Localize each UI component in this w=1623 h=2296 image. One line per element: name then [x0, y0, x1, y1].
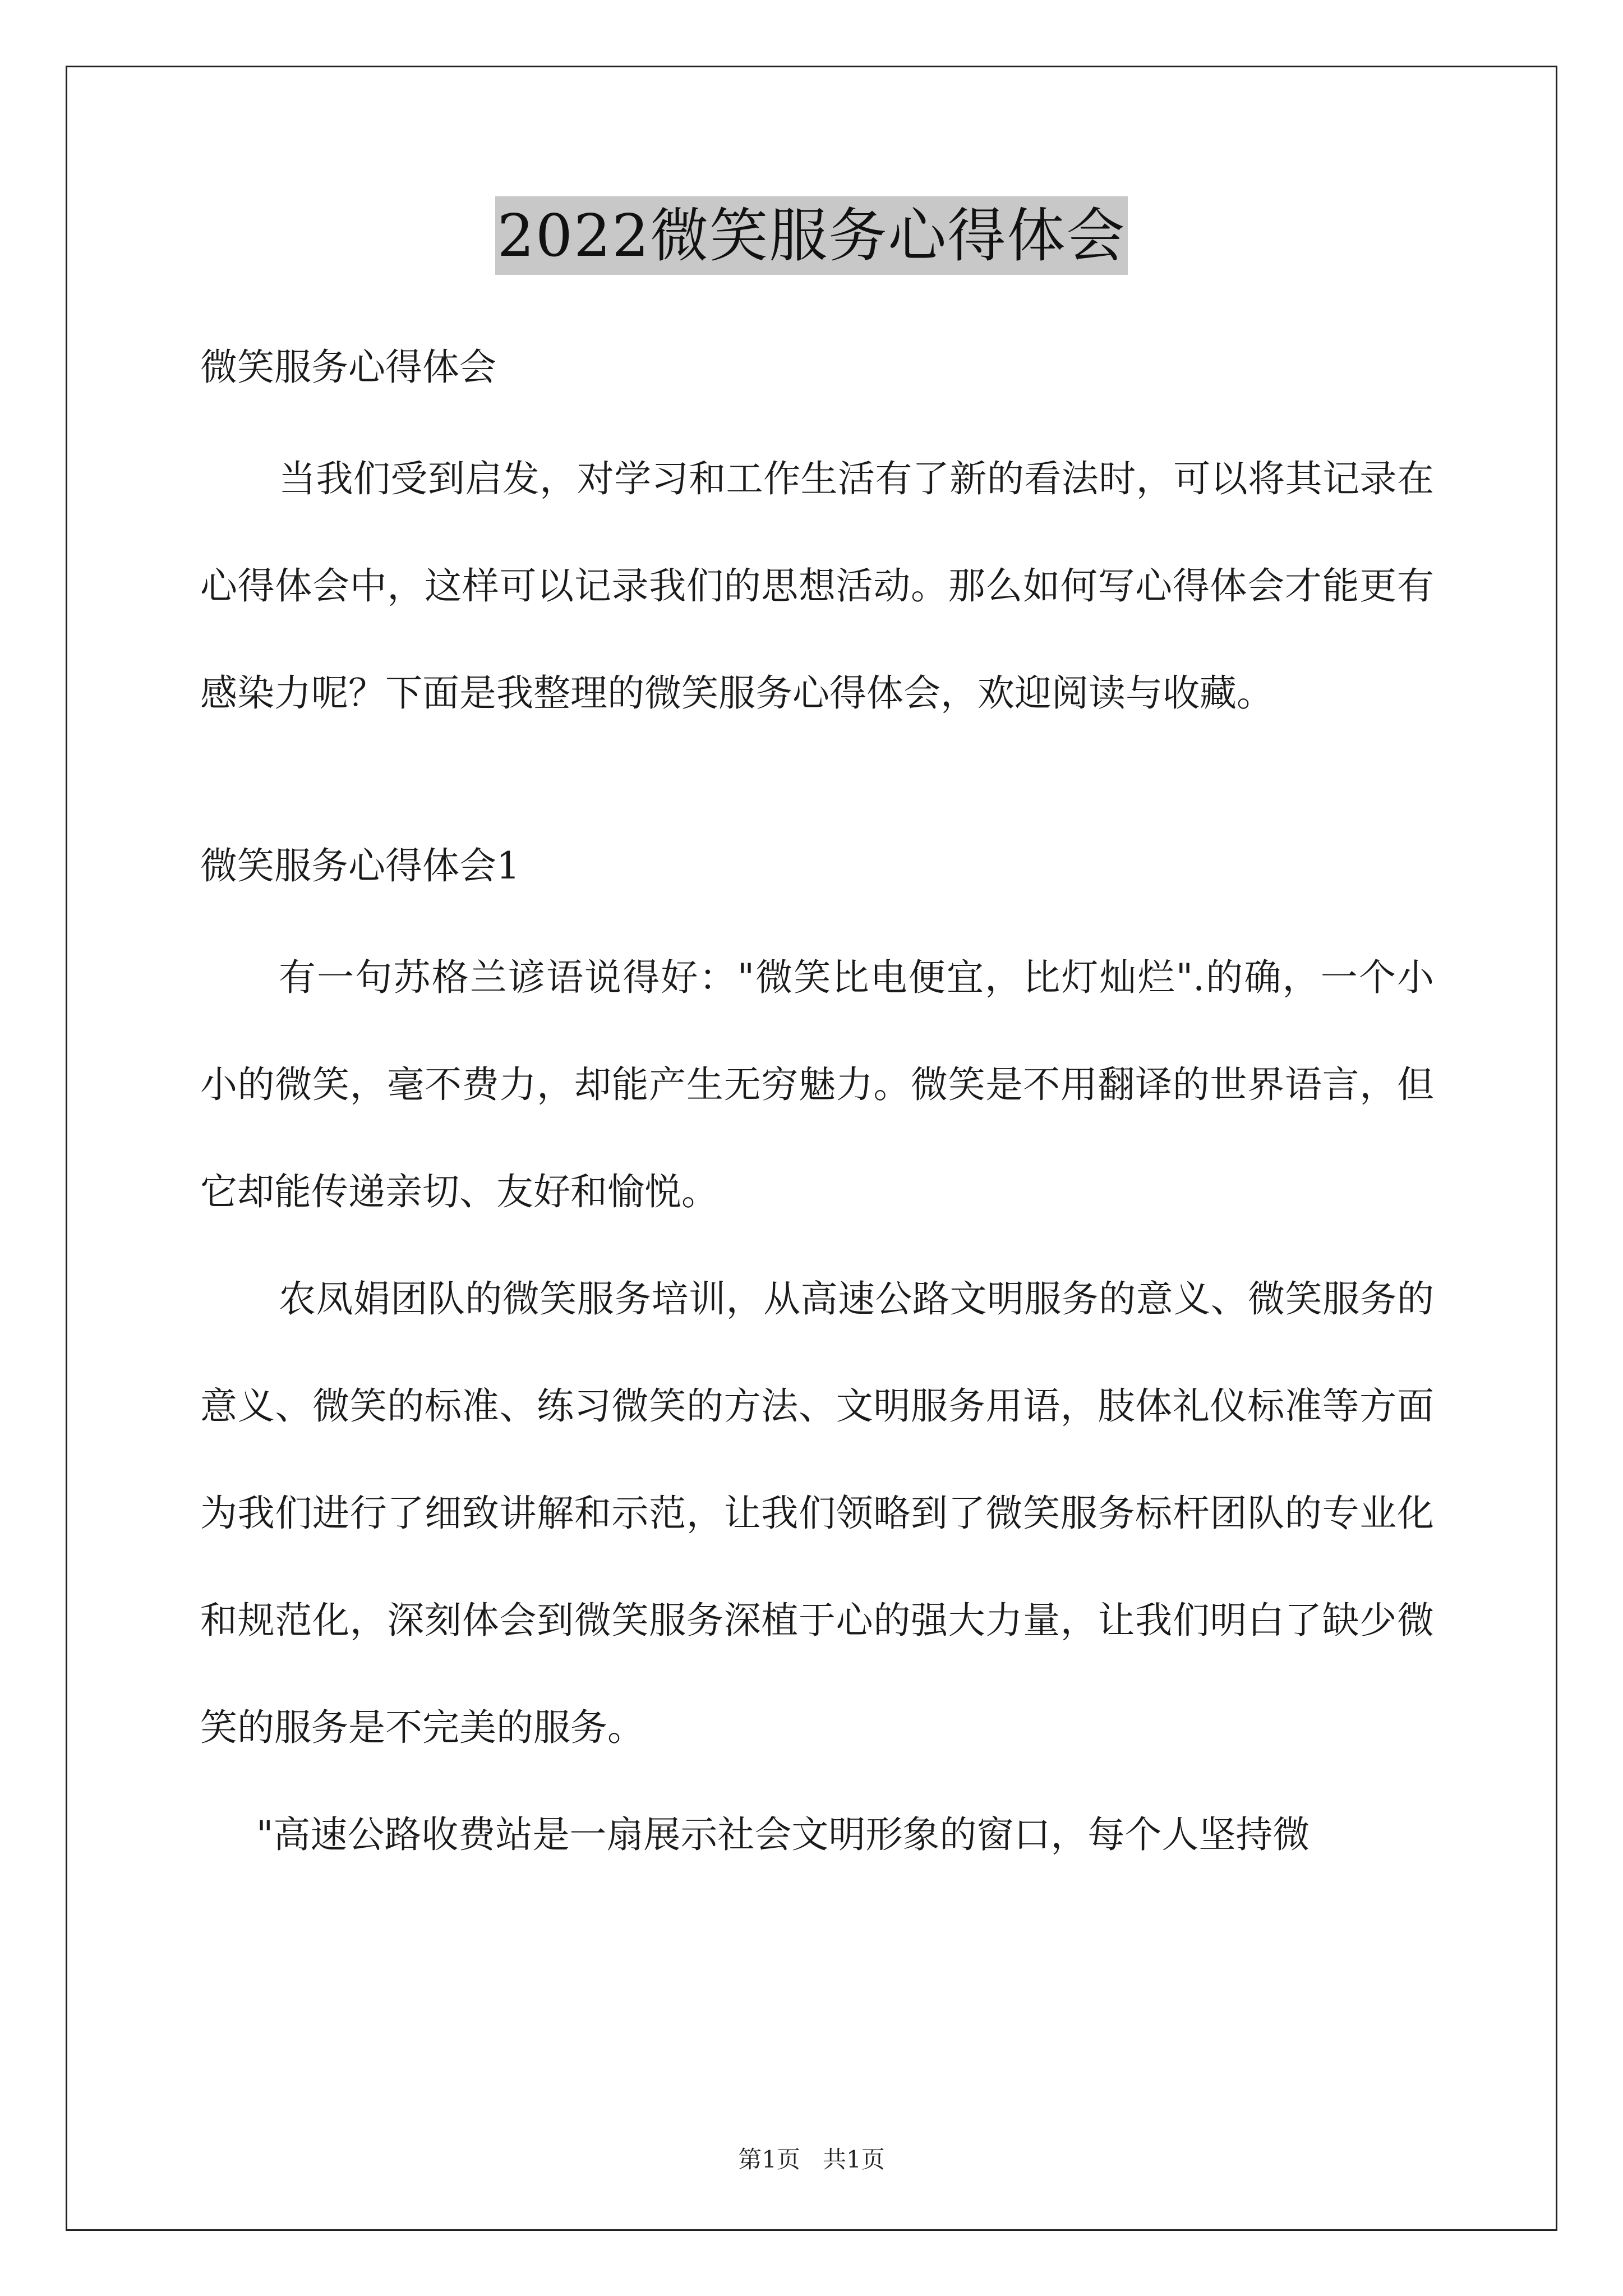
intro-heading: 微笑服务心得体会 [200, 346, 496, 389]
page-footer: 第1页 共1页 [738, 2146, 885, 2173]
body-paragraph: 农凤娟团队的微笑服务培训，从高速公路文明服务的意义、微笑服务的意义、微笑的标准、练习微笑的方法、文明服务用语，肢体礼仪标准等方面为我们进行了细致讲解和示范，让我们领略到了微笑服务标杆团队的专业化和规范化，深刻体会到微笑服务深植于心的强大力量，让我们明白了缺少微笑的服务是不完美的服务。 [200, 1277, 1434, 1749]
body-paragraph: 有一句苏格兰谚语说得好："微笑比电便宜，比灯灿烂".的确，一个小小的微笑，毫不费力，却能产生无穷魅力。微笑是不用翻译的世界语言，但它却能传递亲切、友好和愉悦。 [200, 956, 1434, 1213]
body-paragraph: "高速公路收费站是一扇展示社会文明形象的窗口，每个人坚持微 [256, 1813, 1310, 1856]
section-heading: 微笑服务心得体会1 [200, 844, 520, 887]
document-body [200, 342, 1434, 1888]
title-container [0, 196, 1623, 275]
document-title: 2022微笑服务心得体会 [495, 196, 1128, 275]
intro-paragraph: 当我们受到启发，对学习和工作生活有了新的看法时，可以将其记录在心得体会中，这样可以记录我们的思想活动。那么如何写心得体会才能更有感染力呢？下面是我整理的微笑服务心得体会，欢迎阅读与收藏。 [200, 457, 1434, 715]
